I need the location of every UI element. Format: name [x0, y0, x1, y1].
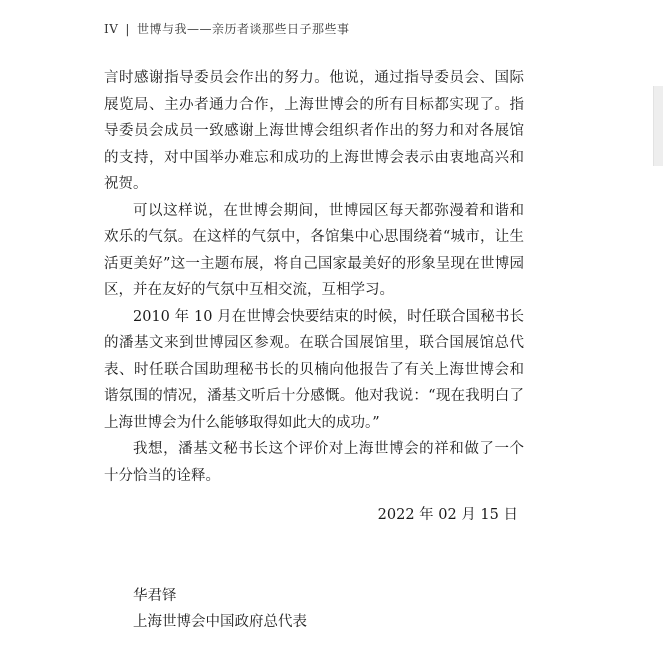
header-separator: | — [125, 22, 130, 36]
page-number: IV — [104, 22, 119, 36]
signature-block — [133, 583, 307, 635]
paragraph: 2010 年 10 月在世博会快要结束的时候，时任联合国秘书长的潘基文来到世博园区参观。在联合国展馆里，联合国展馆总代表、时任联合国助理秘书长的贝楠向他报告了有关上海世博会和谐氛围的情况，潘基文听后十分感慨。他对我说：“现在我明白了上海世博会为什么能够取得如此大的成功。” — [104, 308, 524, 431]
author-name: 华君铎 — [133, 588, 177, 604]
paragraph: 我想，潘基文秘书长这个评价对上海世博会的祥和做了一个十分恰当的诠释。 — [104, 441, 524, 484]
book-title: 世博与我——亲历者谈那些日子那些事 — [136, 22, 350, 36]
author-title: 上海世博会中国政府总代表 — [133, 614, 307, 630]
paragraph-continued: 言时感谢指导委员会作出的努力。他说，通过指导委员会、国际展览局、主办者通力合作，上海世博会的所有目标都实现了。指导委员会成员一致感谢上海世博会组织者作出的努力和对各展馆的支持，对中国举办难忘和成功的上海世博会表示由衷地高兴和祝贺。 — [104, 70, 524, 192]
date-line: 2022 年 02 月 15 日 — [377, 507, 518, 523]
body-text — [104, 65, 524, 489]
running-header — [104, 20, 349, 37]
paragraph: 可以这样说，在世博会期间，世博园区每天都弥漫着和谐和欢乐的气氛。在这样的气氛中，各馆集中心思围绕着“城市，让生活更美好”这一主题布展，将自己国家最美好的形象呈现在世博园区，并在友好的气氛中互相交流，互相学习。 — [104, 202, 524, 298]
page-edge-tab — [653, 86, 663, 166]
